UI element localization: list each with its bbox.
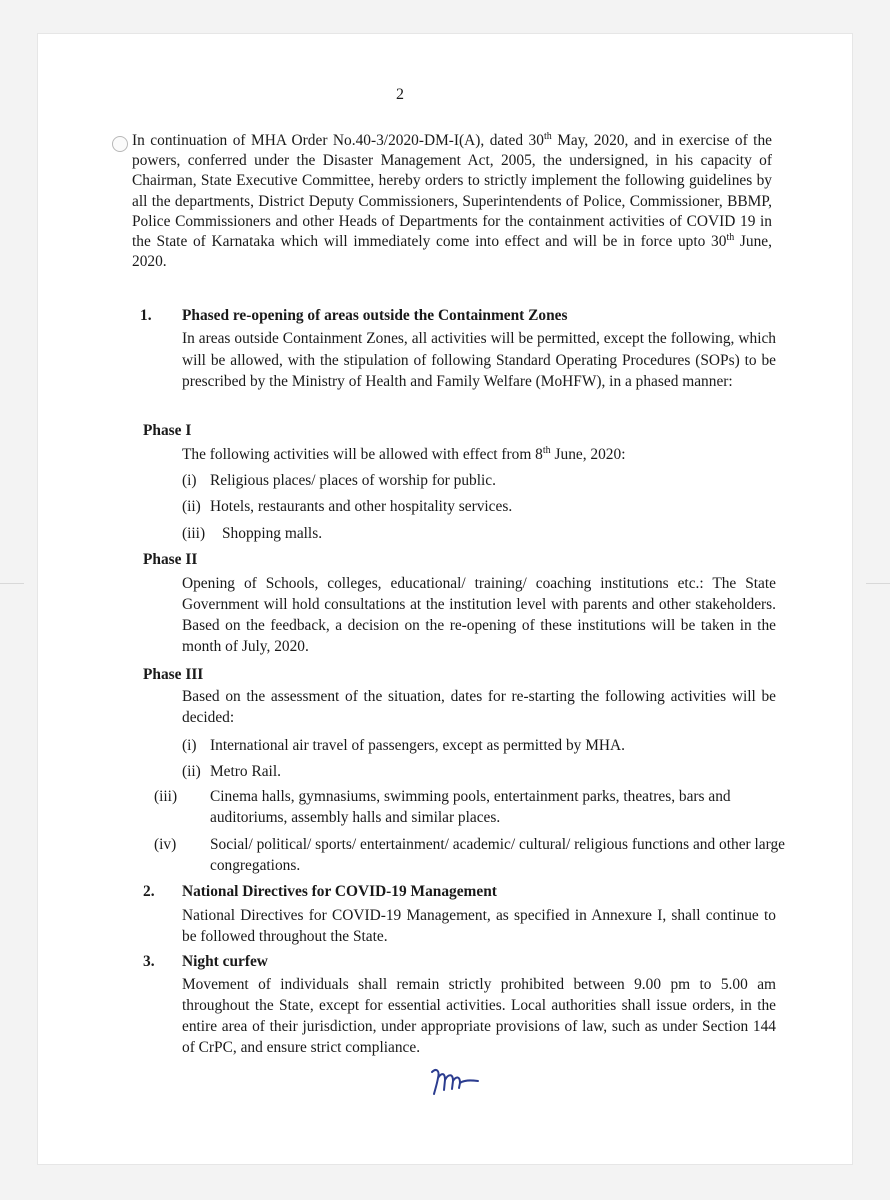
phase-title: Phase II (143, 551, 198, 568)
phase-title: Phase I (143, 422, 192, 439)
section-number: 3. (143, 953, 155, 970)
margin-mark (0, 583, 24, 584)
list-item: (i) International air travel of passengers, except as permitted by MHA. (182, 737, 625, 754)
section-heading: National Directives for COVID-19 Management (182, 883, 497, 900)
phase-title: Phase III (143, 666, 204, 683)
list-item: (ii) Hotels, restaurants and other hospitality services. (182, 498, 513, 515)
signature-mark-icon (426, 1064, 486, 1100)
list-item: (iii) Cinema halls, gymnasiums, swimming pools, entertainment parks, theatres, bars and auditoriums, assembly halls and similar places. (154, 788, 731, 826)
punch-hole-icon (112, 136, 128, 152)
phase-intro: The following activities will be allowed with effect from 8th June, 2020: (182, 444, 626, 463)
margin-mark (866, 583, 890, 584)
section-text: Movement of individuals shall remain strictly prohibited between 9.00 pm to 5.00 am throughout the State, except for essential activities. Local authorities shall issue orders, in the entire area of their jurisdiction, under appropriate provisions of law, such as under Section 144 of CrPC, and ensure strict compliance. (182, 976, 776, 1056)
section-heading: Phased re-opening of areas outside the Containment Zones (182, 307, 568, 324)
phase-text: Based on the assessment of the situation, dates for re-starting the following activities will be decided: (182, 688, 776, 726)
section-heading: Night curfew (182, 953, 268, 970)
section-text: National Directives for COVID-19 Management, as specified in Annexure I, shall continue to be followed throughout the State. (182, 907, 776, 945)
list-item: (iv) Social/ political/ sports/ entertainment/ academic/ cultural/ religious functions and other large congregations. (154, 836, 785, 874)
list-item: (iii) Shopping malls. (182, 525, 323, 542)
list-item: (ii) Metro Rail. (182, 763, 281, 780)
page-number: 2 (396, 86, 404, 103)
intro-paragraph: In continuation of MHA Order No.40-3/2020-DM-I(A), dated 30th May, 2020, and in exercise of the powers, conferred under the Disaster Management Act, 2005, the undersigned, in his capacity of Chairman, State Executive Committee, hereby orders to strictly implement the following guidelines by all the departments, District Deputy Commissioners, Superintendents of Police, Commissioner, BBMP, Police Commissioners and other Heads of Departments for the containment activities of COVID 19 in the State of Karnataka which will immediately come into effect and will be in force upto 30th June, 2020. (132, 130, 772, 271)
list-item: (i) Religious places/ places of worship for public. (182, 472, 496, 489)
section-number: 1. (140, 307, 152, 324)
section-text: In areas outside Containment Zones, all activities will be permitted, except the following, which will be allowed, with the stipulation of following Standard Operating Procedures (SOPs) to be prescribed by the Ministry of Health and Family Welfare (MoHFW), in a phased manner: (182, 330, 776, 390)
section-number: 2. (143, 883, 155, 900)
phase-text: Opening of Schools, colleges, educational/ training/ coaching institutions etc.: The State Government will hold consultations at the institution level with parents and other stakeholders. Based on the feedback, a decision on the re-opening of these institutions will be taken in the month of July, 2020. (182, 575, 776, 655)
